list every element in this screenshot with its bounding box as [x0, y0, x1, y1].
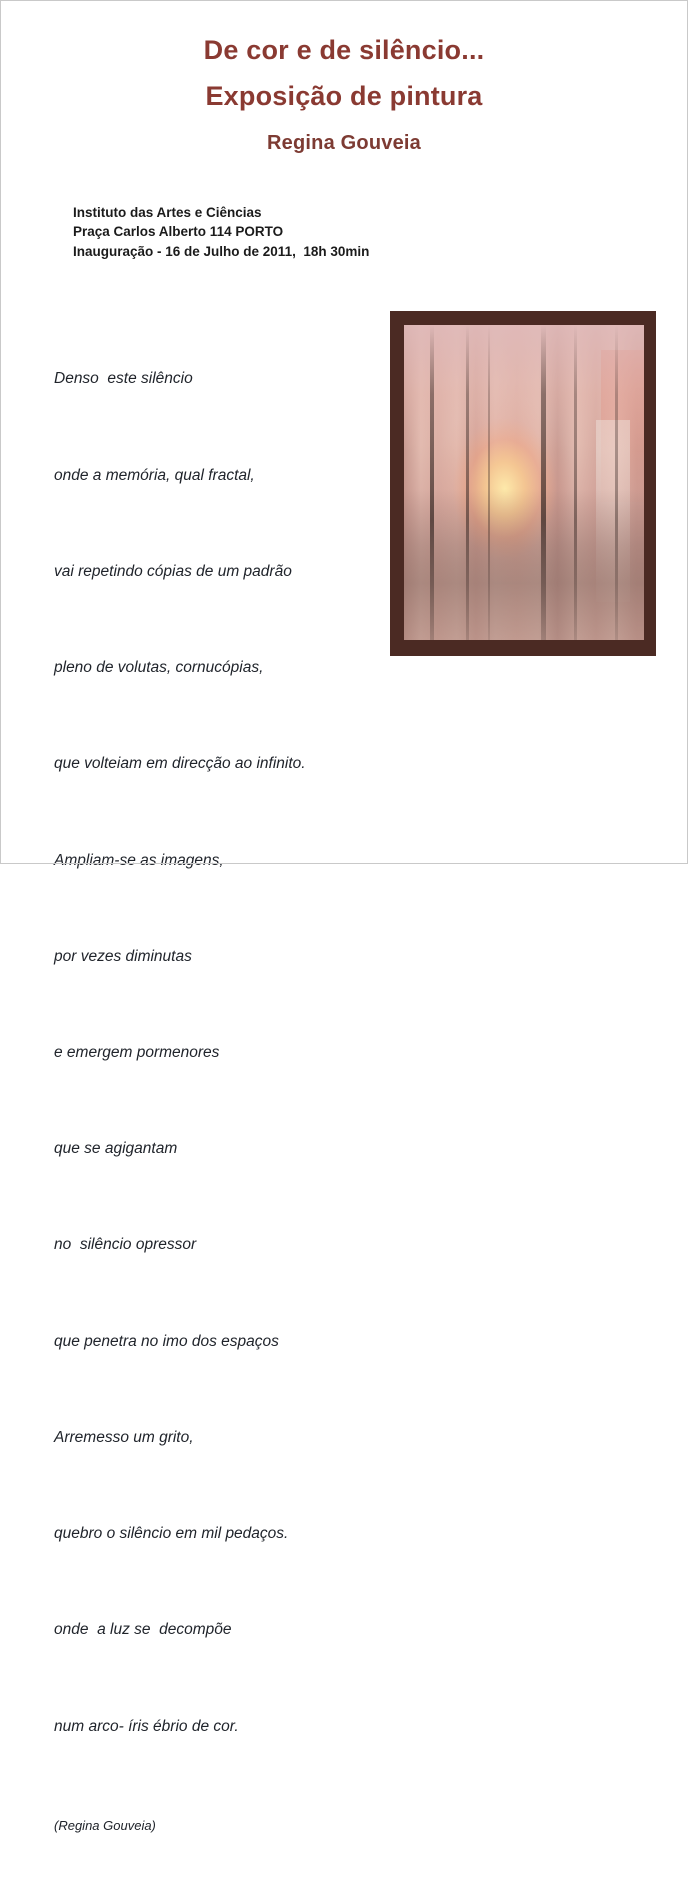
poem-block: [54, 299, 384, 1904]
poem-line: que se agigantam: [54, 1140, 178, 1158]
poem-line: vai repetindo cópias de um padrão: [54, 562, 292, 580]
poem-line: pleno de volutas, cornucópias,: [54, 659, 264, 677]
title-block: [0, 0, 688, 155]
poem-line: quebro o silêncio em mil pedaços.: [54, 1525, 289, 1543]
poem-line: por vezes diminutas: [54, 947, 192, 965]
poem-line: Ampliam-se as imagens,: [54, 851, 224, 869]
venue-opening: Inauguração - 16 de Julho de 2011, 18h 30min: [73, 243, 370, 259]
venue-institution: Instituto das Artes e Ciências: [73, 204, 262, 220]
poem-line: Arremesso um grito,: [54, 1428, 194, 1446]
venue-block: [73, 203, 688, 262]
artwork-wrapper: [390, 311, 656, 656]
poem-signature: (Regina Gouveia): [54, 1817, 156, 1833]
poem-line: onde a memória, qual fractal,: [54, 466, 255, 484]
page-title-line-2: Exposição de pintura: [205, 80, 483, 111]
painting-stroke: [430, 325, 434, 640]
poem-line: e emergem pormenores: [54, 1043, 220, 1061]
poem-line: que penetra no imo dos espaços: [54, 1332, 279, 1350]
painting-stroke: [574, 325, 577, 640]
painting-stroke: [466, 325, 469, 640]
painting-bottom-wash: [404, 325, 644, 640]
content-row: [0, 299, 688, 1904]
painting-stroke: [541, 325, 546, 640]
poem-line: onde a luz se decompõe: [54, 1621, 232, 1639]
poem-line: que volteiam em direcção ao infinito.: [54, 755, 306, 773]
venue-address: Praça Carlos Alberto 114 PORTO: [73, 224, 284, 240]
painting-stroke: [615, 325, 618, 640]
painting-image: [404, 325, 644, 640]
artist-name: Regina Gouveia: [267, 131, 421, 154]
poem-line: no silêncio opressor: [54, 1236, 197, 1254]
artwork-frame: [390, 311, 656, 656]
painting-stroke: [488, 325, 490, 640]
page-title-line-1: De cor e de silêncio...: [203, 35, 485, 65]
poem-line: num arco- íris ébrio de cor.: [54, 1717, 239, 1735]
poem-line: Denso este silêncio: [54, 370, 193, 388]
